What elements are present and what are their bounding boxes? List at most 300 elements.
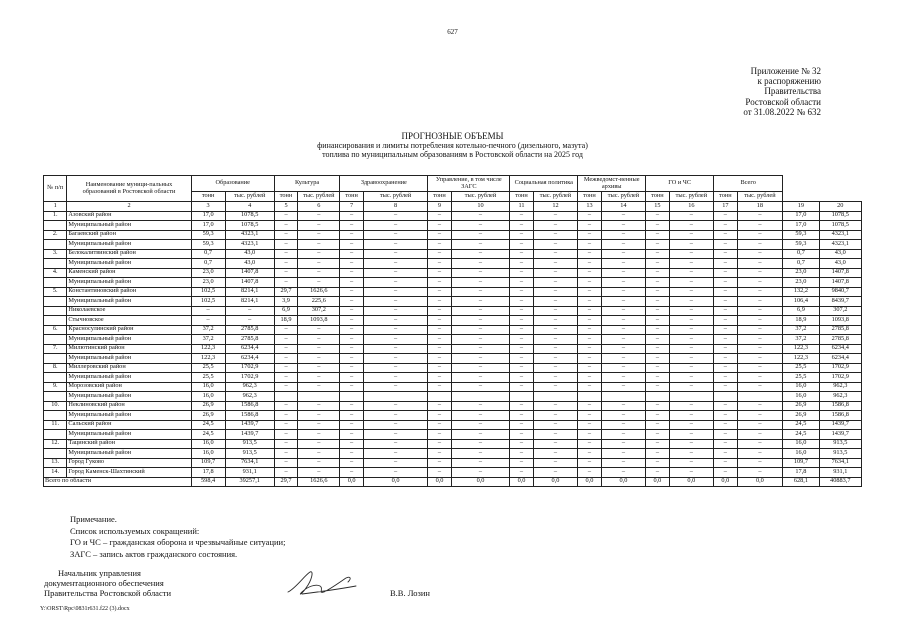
table-cell: – (363, 297, 427, 307)
table-cell: – (298, 420, 340, 430)
table-cell: – (714, 382, 737, 392)
column-number: 18 (737, 202, 783, 212)
table-cell: 37,2 (191, 325, 225, 335)
table-total-row (44, 477, 862, 487)
header-unit-tons: тонн (510, 192, 533, 202)
table-cell: – (428, 268, 451, 278)
table-cell: 1586,8 (225, 411, 274, 421)
table-cell: – (578, 363, 601, 373)
table-cell: – (669, 316, 714, 326)
table-cell: – (601, 335, 646, 345)
row-number (44, 392, 67, 402)
table-cell: 1439,7 (225, 420, 274, 430)
table-cell: 1407,8 (819, 278, 861, 288)
table-cell: 16,0 (191, 449, 225, 459)
table-cell: – (578, 221, 601, 231)
table-cell: 109,7 (191, 458, 225, 468)
table-cell: – (714, 259, 737, 269)
table-cell: – (533, 268, 578, 278)
table-cell: – (714, 401, 737, 411)
table-cell: 59,3 (783, 230, 819, 240)
header-unit-tons: тонн (714, 192, 737, 202)
table-cell: 4323,1 (225, 240, 274, 250)
row-number (44, 278, 67, 288)
table-cell: 4323,1 (819, 240, 861, 250)
table-cell: – (533, 249, 578, 259)
column-number: 15 (646, 202, 669, 212)
table-cell: 122,3 (783, 354, 819, 364)
column-number: 10 (451, 202, 510, 212)
table-cell: 6,9 (783, 306, 819, 316)
table-cell: – (601, 373, 646, 383)
table-cell: 24,5 (783, 430, 819, 440)
appendix-line: от 31.08.2022 № 632 (743, 106, 821, 117)
table-cell: – (340, 259, 363, 269)
table-cell: – (428, 382, 451, 392)
table-cell: – (646, 401, 669, 411)
municipality-name: Каменский район (67, 268, 191, 278)
row-number (44, 259, 67, 269)
municipality-name: Муниципальный район (67, 259, 191, 269)
municipality-name: Белокалитвинский район (67, 249, 191, 259)
table-row (44, 439, 862, 449)
table-cell (533, 392, 578, 402)
table-cell: – (451, 268, 510, 278)
table-cell: – (601, 316, 646, 326)
table-cell: – (601, 297, 646, 307)
table-cell: 29,7 (274, 287, 297, 297)
table-cell: – (533, 316, 578, 326)
table-cell: 1586,8 (225, 401, 274, 411)
table-cell (510, 392, 533, 402)
column-number: 1 (44, 202, 67, 212)
table-cell: – (363, 344, 427, 354)
table-cell: – (428, 221, 451, 231)
table-cell: 0,0 (533, 477, 578, 487)
table-cell: – (451, 211, 510, 221)
table-cell: 16,0 (783, 382, 819, 392)
table-cell: – (510, 420, 533, 430)
table-cell: 0,7 (783, 259, 819, 269)
header-group: Образование (191, 176, 274, 192)
table-cell (601, 392, 646, 402)
appendix-line: к распоряжению (757, 76, 821, 87)
table-cell: – (669, 344, 714, 354)
table-cell: – (669, 221, 714, 231)
table-cell: – (533, 306, 578, 316)
table-cell: – (578, 325, 601, 335)
table-cell: – (428, 278, 451, 288)
table-cell: 39257,1 (225, 477, 274, 487)
table-cell: 8439,7 (819, 297, 861, 307)
table-cell: – (363, 430, 427, 440)
table-cell: 40883,7 (819, 477, 861, 487)
row-number: 12. (44, 439, 67, 449)
table-cell: – (601, 287, 646, 297)
table-cell: – (428, 344, 451, 354)
row-number: 1. (44, 211, 67, 221)
row-number (44, 449, 67, 459)
municipality-name: Стычновское (67, 316, 191, 326)
table-cell: – (298, 278, 340, 288)
table-cell: – (451, 411, 510, 421)
table-cell: 1702,9 (225, 363, 274, 373)
table-cell: – (737, 411, 783, 421)
title-subtitle: топлива по муниципальным образованиям в Ростовской области на 2025 год (322, 150, 583, 159)
table-cell: – (646, 373, 669, 383)
header-group: Межведомст-венные архивы (578, 176, 646, 192)
table-row (44, 382, 862, 392)
table-cell: – (533, 430, 578, 440)
table-cell: 0,0 (646, 477, 669, 487)
column-number: 8 (363, 202, 427, 212)
table-cell: – (669, 278, 714, 288)
table-cell: – (669, 439, 714, 449)
table-cell: – (363, 306, 427, 316)
table-cell: – (737, 468, 783, 478)
table-cell: – (646, 420, 669, 430)
table-cell: – (363, 354, 427, 364)
table-cell: – (737, 325, 783, 335)
table-cell: – (340, 249, 363, 259)
table-cell: – (363, 411, 427, 421)
table-cell: – (274, 373, 297, 383)
table-cell: – (298, 259, 340, 269)
table-cell: – (714, 297, 737, 307)
table-cell: – (533, 230, 578, 240)
table-cell: 16,0 (191, 382, 225, 392)
table-cell: – (533, 420, 578, 430)
table-cell: – (340, 449, 363, 459)
table-cell: – (363, 373, 427, 383)
header-group: Управление, в том числе ЗАГС (428, 176, 510, 192)
table-cell: – (669, 382, 714, 392)
municipality-name: Милютинский район (67, 344, 191, 354)
table-cell: – (669, 401, 714, 411)
table-cell: – (578, 287, 601, 297)
table-cell: – (601, 230, 646, 240)
table-cell: – (340, 297, 363, 307)
table-cell: – (428, 249, 451, 259)
table-cell: 23,0 (191, 268, 225, 278)
table-cell: – (714, 468, 737, 478)
header-unit-rub: тыс. рублей (737, 192, 783, 202)
table-cell: 26,9 (191, 401, 225, 411)
municipality-name: Муниципальный район (67, 411, 191, 421)
municipality-name: Город Каменск-Шахтинский (67, 468, 191, 478)
header-unit-rub: тыс. рублей (601, 192, 646, 202)
table-cell: – (274, 325, 297, 335)
row-number: 13. (44, 458, 67, 468)
header-unit-rub: тыс. рублей (363, 192, 427, 202)
signer-title: Начальник управления (58, 568, 141, 578)
table-row (44, 259, 862, 269)
table-cell: 106,4 (783, 297, 819, 307)
row-number: 14. (44, 468, 67, 478)
table-cell: – (737, 354, 783, 364)
header-unit-rub: тыс. рублей (533, 192, 578, 202)
table-row (44, 297, 862, 307)
municipality-name: Муниципальный район (67, 430, 191, 440)
municipality-name: Константиновский район (67, 287, 191, 297)
row-number: 5. (44, 287, 67, 297)
table-cell: – (601, 306, 646, 316)
header-group: Здравоохранение (340, 176, 428, 192)
table-cell: – (714, 373, 737, 383)
row-number (44, 297, 67, 307)
table-cell: 17,8 (783, 468, 819, 478)
table-cell: 43,0 (819, 249, 861, 259)
table-cell: – (340, 354, 363, 364)
table-cell: – (714, 335, 737, 345)
table-cell: 59,3 (191, 240, 225, 250)
table-cell: – (363, 240, 427, 250)
table-cell: – (298, 449, 340, 459)
table-cell: – (274, 449, 297, 459)
table-cell: 25,5 (783, 373, 819, 383)
table-cell: – (274, 240, 297, 250)
table-cell: 0,7 (783, 249, 819, 259)
table-cell: 122,3 (783, 344, 819, 354)
table-cell: – (274, 468, 297, 478)
table-cell: – (601, 449, 646, 459)
table-cell: – (737, 240, 783, 250)
handwritten-signature (282, 566, 362, 602)
table-cell: – (340, 411, 363, 421)
table-cell: – (274, 211, 297, 221)
table-cell: – (669, 449, 714, 459)
table-cell: – (533, 335, 578, 345)
table-cell: – (298, 363, 340, 373)
table-cell (669, 392, 714, 402)
table-cell: 24,5 (191, 420, 225, 430)
table-cell: – (714, 439, 737, 449)
table-cell: 59,3 (783, 240, 819, 250)
table-cell: 25,5 (191, 363, 225, 373)
table-cell: – (428, 468, 451, 478)
table-cell: – (533, 449, 578, 459)
table-cell: 17,0 (783, 221, 819, 231)
table-cell: – (451, 316, 510, 326)
table-cell: – (578, 278, 601, 288)
header-unit-rub: тыс. рублей (298, 192, 340, 202)
row-number: 11. (44, 420, 67, 430)
table-cell: – (737, 373, 783, 383)
table-cell: – (646, 363, 669, 373)
table-cell: – (340, 468, 363, 478)
row-number: 4. (44, 268, 67, 278)
table-cell: – (578, 468, 601, 478)
table-cell: 24,5 (783, 420, 819, 430)
table-cell: – (428, 335, 451, 345)
header-unit-tons: тонн (191, 192, 225, 202)
table-cell: – (191, 316, 225, 326)
table-cell: – (737, 439, 783, 449)
table-cell: – (298, 468, 340, 478)
table-cell: – (737, 211, 783, 221)
table-cell: – (533, 373, 578, 383)
table-cell: 43,0 (225, 249, 274, 259)
column-number: 13 (578, 202, 601, 212)
table-cell: – (714, 420, 737, 430)
table-cell: – (274, 259, 297, 269)
table-cell: – (428, 211, 451, 221)
table-row (44, 230, 862, 240)
table-cell: – (510, 335, 533, 345)
table-cell: – (669, 325, 714, 335)
signer-block (44, 568, 171, 598)
table-cell: – (601, 363, 646, 373)
file-path: Y:\ORST\Rpc\0831r631.f22 (3).docx (40, 606, 130, 612)
table-cell: – (298, 211, 340, 221)
table-cell: – (428, 373, 451, 383)
table-row (44, 306, 862, 316)
table-cell: – (340, 420, 363, 430)
table-cell: – (451, 221, 510, 231)
table-cell: – (669, 335, 714, 345)
table-cell: – (340, 382, 363, 392)
table-cell: – (274, 354, 297, 364)
table-cell: – (714, 430, 737, 440)
table-cell: 7634,1 (225, 458, 274, 468)
table-cell: – (451, 344, 510, 354)
table-cell: 25,5 (191, 373, 225, 383)
table-cell: – (533, 439, 578, 449)
header-group: Культура (274, 176, 340, 192)
table-cell: – (363, 363, 427, 373)
row-number (44, 335, 67, 345)
table-cell: – (737, 249, 783, 259)
table-cell: 0,0 (737, 477, 783, 487)
table-cell: 6234,4 (819, 354, 861, 364)
notes-line: ЗАГС – запись актов гражданского состояния. (70, 548, 238, 559)
table-cell: 9840,7 (819, 287, 861, 297)
table-cell: 8214,1 (225, 287, 274, 297)
table-cell: – (601, 268, 646, 278)
table-cell: – (510, 458, 533, 468)
header-number: № п/п (44, 176, 67, 202)
table-cell: 1586,8 (819, 411, 861, 421)
table-cell: – (363, 221, 427, 231)
table-cell: – (646, 449, 669, 459)
table-cell: – (298, 439, 340, 449)
table-cell: 8214,1 (225, 297, 274, 307)
table-cell: – (714, 278, 737, 288)
table-cell: – (669, 458, 714, 468)
table-cell: – (601, 439, 646, 449)
table-cell: – (737, 287, 783, 297)
table-cell: – (451, 401, 510, 411)
header-group: Социальная политика (510, 176, 578, 192)
table-cell: 307,2 (819, 306, 861, 316)
table-cell: – (737, 401, 783, 411)
table-cell: – (363, 249, 427, 259)
table-cell: – (737, 458, 783, 468)
table-cell: – (533, 468, 578, 478)
column-number: 19 (783, 202, 819, 212)
table-cell: – (737, 297, 783, 307)
table-cell: – (274, 458, 297, 468)
table-cell: – (737, 259, 783, 269)
table-cell: – (646, 468, 669, 478)
table-cell: – (737, 230, 783, 240)
table-cell: 1702,9 (819, 373, 861, 383)
table-cell: – (274, 249, 297, 259)
table-cell: 0,7 (191, 249, 225, 259)
table-cell: – (340, 458, 363, 468)
table-cell: 6,9 (274, 306, 297, 316)
column-number: 3 (191, 202, 225, 212)
table-cell: 6234,4 (225, 354, 274, 364)
table-cell: – (601, 354, 646, 364)
table-cell: – (340, 230, 363, 240)
table-cell: – (340, 439, 363, 449)
table-cell: – (451, 449, 510, 459)
table-cell: 16,0 (191, 392, 225, 402)
table-cell: – (451, 297, 510, 307)
municipality-name: Муниципальный район (67, 240, 191, 250)
table-cell: – (601, 411, 646, 421)
table-cell: – (533, 287, 578, 297)
table-cell: 0,0 (601, 477, 646, 487)
table-cell: – (298, 325, 340, 335)
table-cell: – (428, 401, 451, 411)
table-cell: – (451, 458, 510, 468)
table-cell: – (578, 430, 601, 440)
municipality-name: Азовский район (67, 211, 191, 221)
table-cell: – (714, 354, 737, 364)
appendix-header (743, 66, 821, 117)
municipality-name: Миллеровский район (67, 363, 191, 373)
table-row (44, 458, 862, 468)
table-cell: – (669, 468, 714, 478)
table-cell: – (428, 240, 451, 250)
table-cell: – (646, 316, 669, 326)
table-cell: – (737, 363, 783, 373)
table-cell: – (298, 268, 340, 278)
table-cell: 1586,8 (819, 401, 861, 411)
table-cell: – (298, 335, 340, 345)
table-row (44, 249, 862, 259)
signer-title: Правительства Ростовской области (44, 588, 171, 598)
municipality-name: Неклиновский район (67, 401, 191, 411)
table-cell: – (191, 306, 225, 316)
municipality-name: Муниципальный район (67, 354, 191, 364)
table-cell: 18,9 (783, 316, 819, 326)
table-cell: – (451, 439, 510, 449)
table-cell: – (225, 316, 274, 326)
table-cell: 6234,4 (819, 344, 861, 354)
column-number: 5 (274, 202, 297, 212)
table-cell: – (340, 240, 363, 250)
table-cell: – (510, 211, 533, 221)
table-cell: 29,7 (274, 477, 297, 487)
column-number: 16 (669, 202, 714, 212)
notes-heading: Примечание. (70, 514, 117, 524)
table-row (44, 287, 862, 297)
table-row (44, 240, 862, 250)
table-cell: 1439,7 (819, 420, 861, 430)
table-cell: – (646, 221, 669, 231)
table-cell: – (428, 297, 451, 307)
table-cell: – (428, 230, 451, 240)
table-row (44, 211, 862, 221)
table-row (44, 449, 862, 459)
table-cell: – (510, 221, 533, 231)
row-number: 6. (44, 325, 67, 335)
table-cell: – (601, 420, 646, 430)
table-cell: – (646, 411, 669, 421)
